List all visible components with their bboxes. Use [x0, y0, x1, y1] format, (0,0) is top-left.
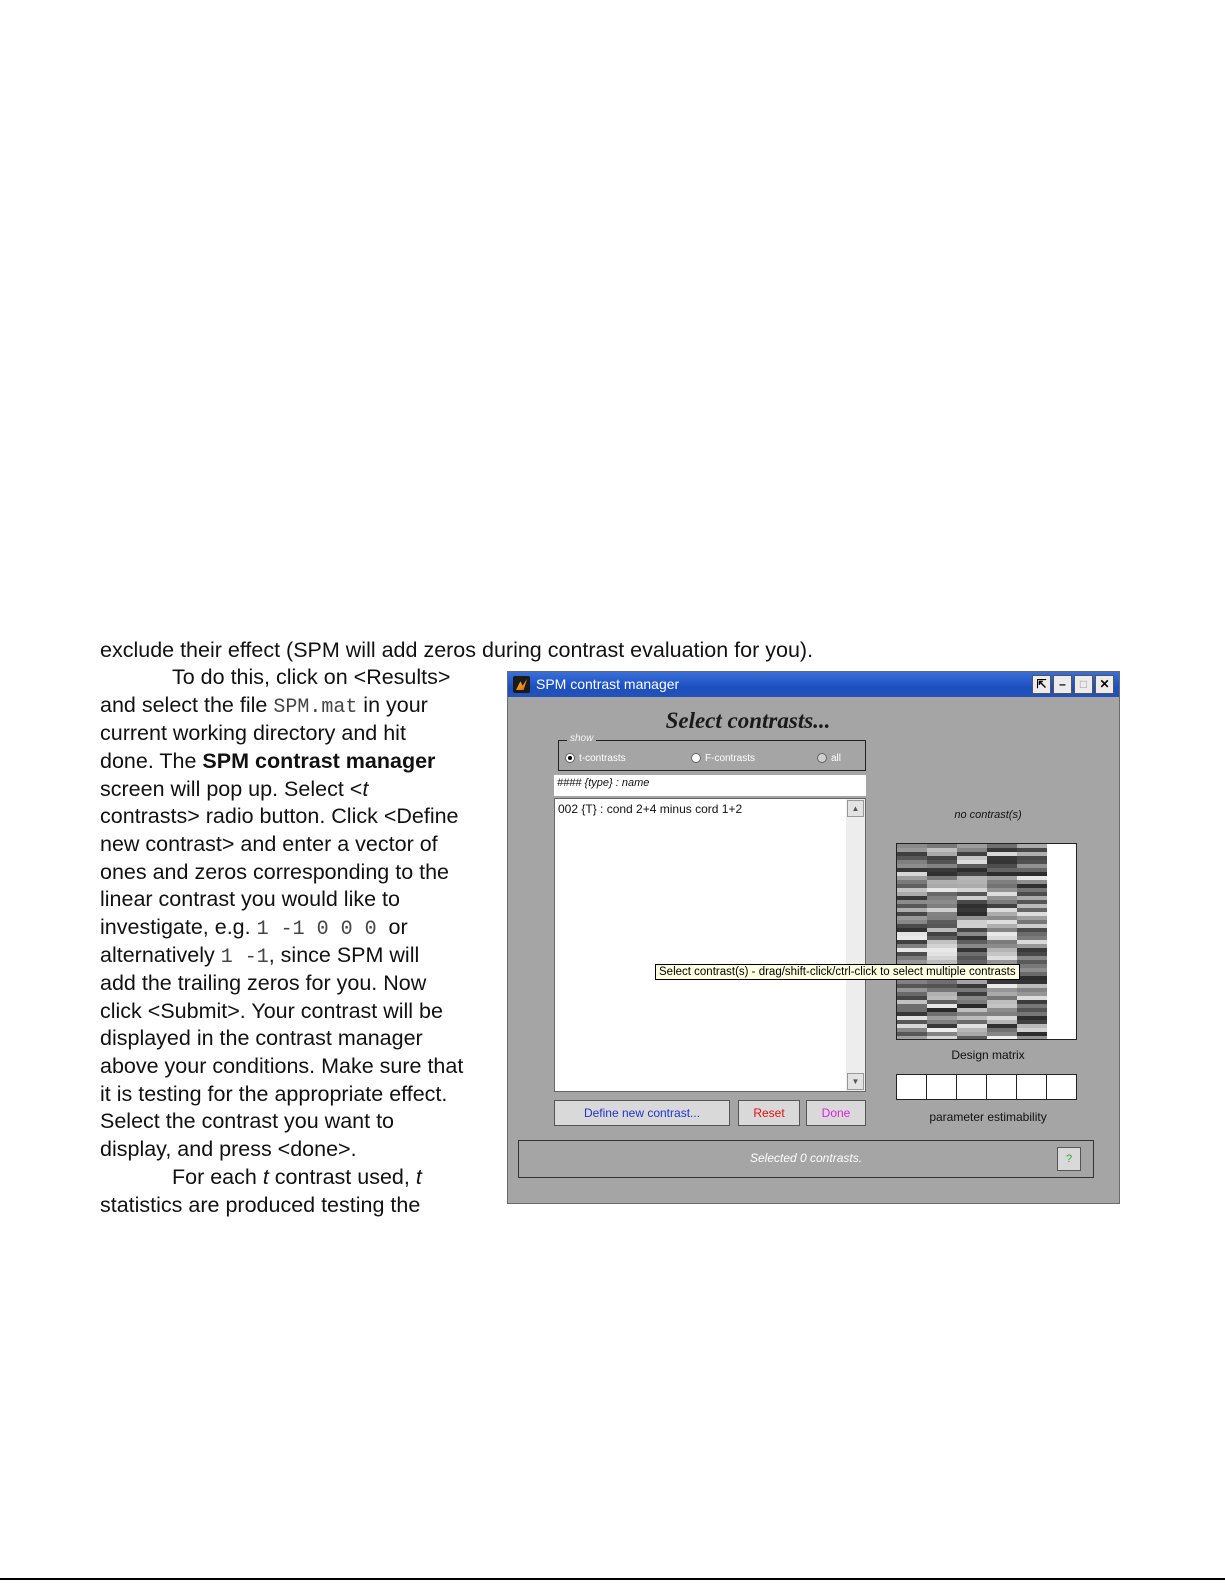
design-matrix-cell: [927, 864, 957, 868]
design-matrix-cell: [987, 892, 1017, 896]
window-titlebar: [508, 672, 1119, 697]
design-matrix-cell: [897, 932, 927, 936]
design-matrix-cell: [927, 936, 957, 940]
design-matrix-cell: [897, 856, 927, 860]
design-matrix-cell: [1017, 924, 1047, 928]
design-matrix-cell: [987, 1020, 1017, 1024]
design-matrix-cell: [987, 900, 1017, 904]
design-matrix-cell: [927, 1016, 957, 1020]
design-matrix-cell: [957, 864, 987, 868]
design-matrix-cell: [1017, 1036, 1047, 1039]
design-matrix-cell: [987, 908, 1017, 912]
design-matrix-cell: [1017, 888, 1047, 892]
design-matrix-cell: [927, 1004, 957, 1008]
design-matrix-cell: [927, 932, 957, 936]
design-matrix-cell: [987, 924, 1017, 928]
spm-contrast-manager-window: [507, 671, 1120, 1204]
design-matrix-cell: [957, 984, 987, 988]
design-matrix-cell: [987, 920, 1017, 924]
design-matrix-cell: [1017, 1020, 1047, 1024]
design-matrix-cell: [927, 984, 957, 988]
design-matrix-cell: [987, 916, 1017, 920]
design-matrix-cell: [897, 876, 927, 880]
design-matrix-cell: [927, 924, 957, 928]
design-matrix-cell: [1017, 876, 1047, 880]
design-matrix-cell: [987, 872, 1017, 876]
bold-term: SPM contrast manager: [202, 749, 436, 773]
design-matrix-cell: [927, 848, 957, 852]
design-matrix-image: [896, 843, 1077, 1040]
design-matrix-cell: [927, 920, 957, 924]
design-matrix-cell: [927, 900, 957, 904]
design-matrix-graphic: [897, 844, 1076, 1039]
design-matrix-cell: [957, 1036, 987, 1039]
design-matrix-cell: [957, 880, 987, 884]
design-matrix-cell: [957, 992, 987, 996]
design-matrix-cell: [957, 932, 987, 936]
design-matrix-cell: [987, 1016, 1017, 1020]
design-matrix-cell: [897, 996, 927, 1000]
contrast-list-header: #### {type} : name: [554, 775, 866, 796]
design-matrix-cell: [927, 896, 957, 900]
design-matrix-cell: [1017, 868, 1047, 872]
design-matrix-cell: [987, 992, 1017, 996]
paragraph-line: above your conditions. Make sure that: [100, 1054, 464, 1078]
design-matrix-cell: [1017, 904, 1047, 908]
design-matrix-cell: [897, 920, 927, 924]
design-matrix-cell: [1017, 872, 1047, 876]
design-matrix-cell: [1017, 844, 1047, 848]
design-matrix-cell: [1017, 852, 1047, 856]
design-matrix-cell: [927, 948, 957, 952]
design-matrix-cell: [957, 860, 987, 864]
design-matrix-cell: [1017, 976, 1047, 980]
design-matrix-cell: [897, 984, 927, 988]
design-matrix-cell: [1017, 1000, 1047, 1004]
design-matrix-cell: [987, 868, 1017, 872]
paragraph-line: linear contrast you would like to: [100, 887, 400, 911]
scrollbar[interactable]: [846, 799, 865, 1091]
paragraph-line: Select the contrast you want to: [100, 1109, 394, 1133]
design-matrix-cell: [987, 860, 1017, 864]
scroll-down-icon[interactable]: ▼: [847, 1073, 864, 1090]
design-matrix-cell: [1017, 952, 1047, 956]
design-matrix-cell: [957, 852, 987, 856]
design-matrix-cell: [957, 948, 987, 952]
design-matrix-cell: [897, 916, 927, 920]
design-matrix-cell: [897, 1028, 927, 1032]
design-matrix-cell: [1017, 940, 1047, 944]
design-matrix-cell: [957, 1016, 987, 1020]
design-matrix-cell: [957, 888, 987, 892]
design-matrix-cell: [957, 900, 987, 904]
design-matrix-cell: [897, 1000, 927, 1004]
design-matrix-cell: [897, 1036, 927, 1039]
design-matrix-cell: [1017, 996, 1047, 1000]
design-matrix-cell: [897, 860, 927, 864]
design-matrix-cell: [927, 860, 957, 864]
design-matrix-cell: [1017, 968, 1047, 972]
design-matrix-cell: [927, 916, 957, 920]
design-matrix-cell: [927, 1036, 957, 1039]
contrast-list[interactable]: [554, 798, 866, 1092]
design-matrix-cell: [957, 924, 987, 928]
design-matrix-cell: [897, 928, 927, 932]
radio-f-contrasts[interactable]: F-contrasts: [691, 753, 755, 764]
design-matrix-cell: [987, 880, 1017, 884]
minimize-icon[interactable]: –: [1053, 675, 1072, 694]
design-matrix-cell: [1017, 856, 1047, 860]
design-matrix-cell: [957, 1028, 987, 1032]
code-spm-mat: SPM.mat: [273, 696, 358, 719]
code-vector: 1 -1 0 0 0: [256, 918, 377, 941]
design-matrix-cell: [897, 944, 927, 948]
paragraph-line: displayed in the contrast manager: [100, 1026, 423, 1050]
design-matrix-cell: [987, 864, 1017, 868]
design-matrix-cell: [897, 1016, 927, 1020]
design-matrix-cell: [1017, 980, 1047, 984]
design-matrix-cell: [987, 1004, 1017, 1008]
design-matrix-cell: [957, 896, 987, 900]
design-matrix-cell: [1017, 892, 1047, 896]
paragraph-line: it is testing for the appropriate effect.: [100, 1082, 448, 1106]
design-matrix-cell: [897, 864, 927, 868]
design-matrix-cell: [897, 908, 927, 912]
design-matrix-cell: [987, 896, 1017, 900]
design-matrix-cell: [897, 900, 927, 904]
window-title: SPM contrast manager: [536, 676, 680, 692]
design-matrix-cell: [927, 892, 957, 896]
design-matrix-cell: [987, 1028, 1017, 1032]
estimability-cell: [957, 1075, 987, 1099]
design-matrix-cell: [957, 1004, 987, 1008]
paragraph-line: alternatively 1 -1, since SPM will: [100, 943, 420, 969]
design-matrix-cell: [987, 1000, 1017, 1004]
design-matrix-cell: [897, 980, 927, 984]
scroll-up-icon[interactable]: ▲: [847, 800, 864, 817]
design-matrix-cell: [927, 928, 957, 932]
design-matrix-cell: [957, 920, 987, 924]
design-matrix-cell: [957, 884, 987, 888]
design-matrix-cell: [927, 1008, 957, 1012]
design-matrix-cell: [897, 852, 927, 856]
paragraph-line: For each t contrast used, t: [172, 1165, 422, 1189]
design-matrix-cell: [1017, 860, 1047, 864]
design-matrix-cell: [957, 872, 987, 876]
design-matrix-cell: [1017, 1032, 1047, 1036]
design-matrix-cell: [897, 888, 927, 892]
paragraph-line: and select the file SPM.mat in your: [100, 693, 428, 719]
estimability-cell: [927, 1075, 957, 1099]
design-matrix-cell: [987, 948, 1017, 952]
design-matrix-cell: [1017, 984, 1047, 988]
design-matrix-cell: [927, 980, 957, 984]
design-matrix-cell: [1017, 896, 1047, 900]
matlab-icon: [513, 676, 530, 693]
design-matrix-cell: [987, 980, 1017, 984]
design-matrix-cell: [927, 956, 957, 960]
design-matrix-cell: [1017, 956, 1047, 960]
design-matrix-cell: [927, 944, 957, 948]
design-matrix-cell: [897, 1032, 927, 1036]
paragraph-line: statistics are produced testing the: [100, 1193, 421, 1217]
dialog-heading: Select contrasts...: [665, 708, 831, 733]
paragraph-line: click <Submit>. Your contrast will be: [100, 999, 443, 1023]
design-matrix-cell: [957, 1020, 987, 1024]
design-matrix-cell: [927, 996, 957, 1000]
estimability-cell: [897, 1075, 927, 1099]
design-matrix-cell: [1017, 864, 1047, 868]
design-matrix-cell: [957, 988, 987, 992]
design-matrix-cell: [987, 952, 1017, 956]
paragraph-line: investigate, e.g. 1 -1 0 0 0 or: [100, 915, 408, 941]
design-matrix-cell: [957, 916, 987, 920]
design-matrix-cell: [957, 904, 987, 908]
design-matrix-cell: [927, 856, 957, 860]
design-matrix-cell: [957, 1024, 987, 1028]
design-matrix-cell: [987, 1032, 1017, 1036]
design-matrix-cell: [927, 952, 957, 956]
design-matrix-cell: [897, 848, 927, 852]
design-matrix-cell: [897, 940, 927, 944]
design-matrix-cell: [957, 844, 987, 848]
design-matrix-cell: [1017, 1024, 1047, 1028]
design-matrix-cell: [897, 904, 927, 908]
design-matrix-cell: [1017, 944, 1047, 948]
design-matrix-cell: [897, 956, 927, 960]
design-matrix-cell: [957, 868, 987, 872]
define-new-contrast-button[interactable]: Define new contrast...: [554, 1100, 730, 1126]
design-matrix-cell: [957, 1032, 987, 1036]
design-matrix-cell: [897, 868, 927, 872]
design-matrix-cell: [927, 888, 957, 892]
estimability-label: parameter estimability: [929, 1110, 1047, 1124]
design-matrix-cell: [957, 912, 987, 916]
code-vector-short: 1 -1: [220, 946, 269, 969]
design-matrix-cell: [897, 992, 927, 996]
design-matrix-cell: [927, 1020, 957, 1024]
design-matrix-cell: [957, 892, 987, 896]
status-text: Selected 0 contrasts.: [749, 1151, 863, 1165]
design-matrix-cell: [1017, 900, 1047, 904]
design-matrix-cell: [897, 1020, 927, 1024]
design-matrix-cell: [897, 896, 927, 900]
show-legend: show: [567, 733, 596, 744]
design-matrix-cell: [927, 912, 957, 916]
design-matrix-cell: [1017, 916, 1047, 920]
intro-line: exclude their effect (SPM will add zeros during contrast evaluation for you).: [100, 638, 814, 662]
design-matrix-cell: [897, 924, 927, 928]
design-matrix-cell: [987, 928, 1017, 932]
design-matrix-cell: [1017, 920, 1047, 924]
show-radio-group: [558, 733, 866, 771]
design-matrix-cell: [957, 876, 987, 880]
list-item[interactable]: 002 {T} : cond 2+4 minus cord 1+2: [558, 802, 743, 816]
parameter-estimability-bar: [896, 1074, 1077, 1100]
no-contrast-label: no contrast(s): [954, 809, 1022, 821]
design-matrix-cell: [927, 868, 957, 872]
paragraph-line: done. The SPM contrast manager: [100, 749, 436, 773]
design-matrix-cell: [897, 936, 927, 940]
design-matrix-cell: [927, 1000, 957, 1004]
help-button[interactable]: ?: [1057, 1147, 1081, 1171]
design-matrix-cell: [987, 932, 1017, 936]
radio-t-contrasts[interactable]: t-contrasts: [565, 753, 626, 764]
design-matrix-cell: [897, 1012, 927, 1016]
design-matrix-cell: [1017, 960, 1047, 964]
design-matrix-cell: [957, 1012, 987, 1016]
design-matrix-cell: [1017, 1004, 1047, 1008]
design-matrix-cell: [987, 884, 1017, 888]
design-matrix-cell: [987, 888, 1017, 892]
design-matrix-cell: [957, 980, 987, 984]
estimability-cell: [1047, 1075, 1076, 1099]
design-matrix-cell: [987, 936, 1017, 940]
paragraph-line: add the trailing zeros for you. Now: [100, 971, 427, 995]
radio-selected-icon: [565, 753, 575, 763]
design-matrix-cell: [1017, 1016, 1047, 1020]
design-matrix-cell: [927, 904, 957, 908]
design-matrix-cell: [1017, 936, 1047, 940]
design-matrix-cell: [957, 936, 987, 940]
design-matrix-cell: [957, 908, 987, 912]
design-matrix-cell: [1017, 884, 1047, 888]
design-matrix-cell: [897, 872, 927, 876]
status-bar: [518, 1140, 1094, 1178]
estimability-cell: [1017, 1075, 1047, 1099]
design-matrix-cell: [927, 1012, 957, 1016]
dock-icon[interactable]: ⇱: [1032, 675, 1051, 694]
design-matrix-cell: [1017, 992, 1047, 996]
design-matrix-cell: [927, 908, 957, 912]
design-matrix-cell: [1017, 948, 1047, 952]
design-matrix-cell: [927, 884, 957, 888]
design-matrix-cell: [1017, 1008, 1047, 1012]
estimability-cell: [987, 1075, 1017, 1099]
design-matrix-cell: [987, 1024, 1017, 1028]
design-matrix-cell: [897, 880, 927, 884]
design-matrix-cell: [987, 856, 1017, 860]
design-matrix-cell: [927, 1028, 957, 1032]
maximize-icon[interactable]: □: [1074, 675, 1093, 694]
design-matrix-cell: [897, 948, 927, 952]
paragraph-line: To do this, click on <Results>: [172, 665, 451, 689]
close-icon[interactable]: ✕: [1095, 675, 1114, 694]
design-matrix-cell: [987, 984, 1017, 988]
design-matrix-cell: [897, 988, 927, 992]
design-matrix-cell: [987, 876, 1017, 880]
design-matrix-cell: [957, 940, 987, 944]
done-button[interactable]: Done: [806, 1100, 866, 1126]
design-matrix-cell: [957, 952, 987, 956]
paragraph-line: ones and zeros corresponding to the: [100, 860, 450, 884]
design-matrix-cell: [927, 880, 957, 884]
radio-all[interactable]: all: [817, 753, 841, 764]
design-matrix-cell: [927, 940, 957, 944]
design-matrix-cell: [957, 928, 987, 932]
design-matrix-cell: [957, 848, 987, 852]
design-matrix-cell: [897, 884, 927, 888]
design-matrix-cell: [897, 912, 927, 916]
design-matrix-cell: [897, 844, 927, 848]
design-matrix-cell: [987, 988, 1017, 992]
design-matrix-cell: [1017, 988, 1047, 992]
design-matrix-cell: [987, 956, 1017, 960]
design-matrix-cell: [927, 992, 957, 996]
design-matrix-cell: [897, 892, 927, 896]
design-matrix-cell: [927, 844, 957, 848]
design-matrix-cell: [1017, 848, 1047, 852]
paragraph-line: new contrast> and enter a vector of: [100, 832, 438, 856]
design-matrix-cell: [1017, 932, 1047, 936]
design-matrix-cell: [897, 952, 927, 956]
design-matrix-cell: [1017, 880, 1047, 884]
paragraph-line: current working directory and hit: [100, 721, 406, 745]
design-matrix-cell: [987, 844, 1017, 848]
design-matrix-cell: [927, 1024, 957, 1028]
design-matrix-cell: [957, 996, 987, 1000]
design-matrix-cell: [957, 1008, 987, 1012]
design-matrix-cell: [1017, 912, 1047, 916]
design-matrix-cell: [987, 904, 1017, 908]
design-matrix-cell: [957, 856, 987, 860]
design-matrix-cell: [1017, 908, 1047, 912]
design-matrix-cell: [987, 940, 1017, 944]
design-matrix-cell: [1017, 964, 1047, 968]
design-matrix-cell: [1017, 1028, 1047, 1032]
design-matrix-cell: [987, 1036, 1017, 1039]
paragraph-line: display, and press <done>.: [100, 1137, 357, 1161]
design-matrix-cell: [987, 1008, 1017, 1012]
design-matrix-cell: [1017, 928, 1047, 932]
design-matrix-cell: [897, 1024, 927, 1028]
reset-button[interactable]: Reset: [738, 1100, 800, 1126]
design-matrix-cell: [1017, 972, 1047, 976]
radio-unselected-icon: [691, 753, 701, 763]
design-matrix-cell: [957, 956, 987, 960]
design-matrix-label: Design matrix: [951, 1048, 1025, 1062]
design-matrix-cell: [897, 1004, 927, 1008]
design-matrix-cell: [987, 944, 1017, 948]
design-matrix-cell: [927, 852, 957, 856]
design-matrix-cell: [987, 852, 1017, 856]
radio-disabled-icon: [817, 753, 827, 763]
design-matrix-cell: [927, 1032, 957, 1036]
design-matrix-cell: [927, 872, 957, 876]
design-matrix-cell: [927, 988, 957, 992]
design-matrix-cell: [987, 996, 1017, 1000]
paragraph-line: contrasts> radio button. Click <Define: [100, 804, 459, 828]
design-matrix-cell: [987, 848, 1017, 852]
design-matrix-cell: [957, 944, 987, 948]
paragraph-line: screen will pop up. Select <t: [100, 777, 369, 801]
design-matrix-cell: [987, 912, 1017, 916]
design-matrix-cell: [897, 1008, 927, 1012]
design-matrix-cell: [1017, 1012, 1047, 1016]
design-matrix-cell: [987, 1012, 1017, 1016]
design-matrix-cell: [927, 876, 957, 880]
page-footer-rule: [0, 1578, 1225, 1580]
design-matrix-cell: [957, 1000, 987, 1004]
tooltip: Select contrast(s) - drag/shift-click/ctrl-click to select multiple contrasts: [655, 964, 1020, 980]
